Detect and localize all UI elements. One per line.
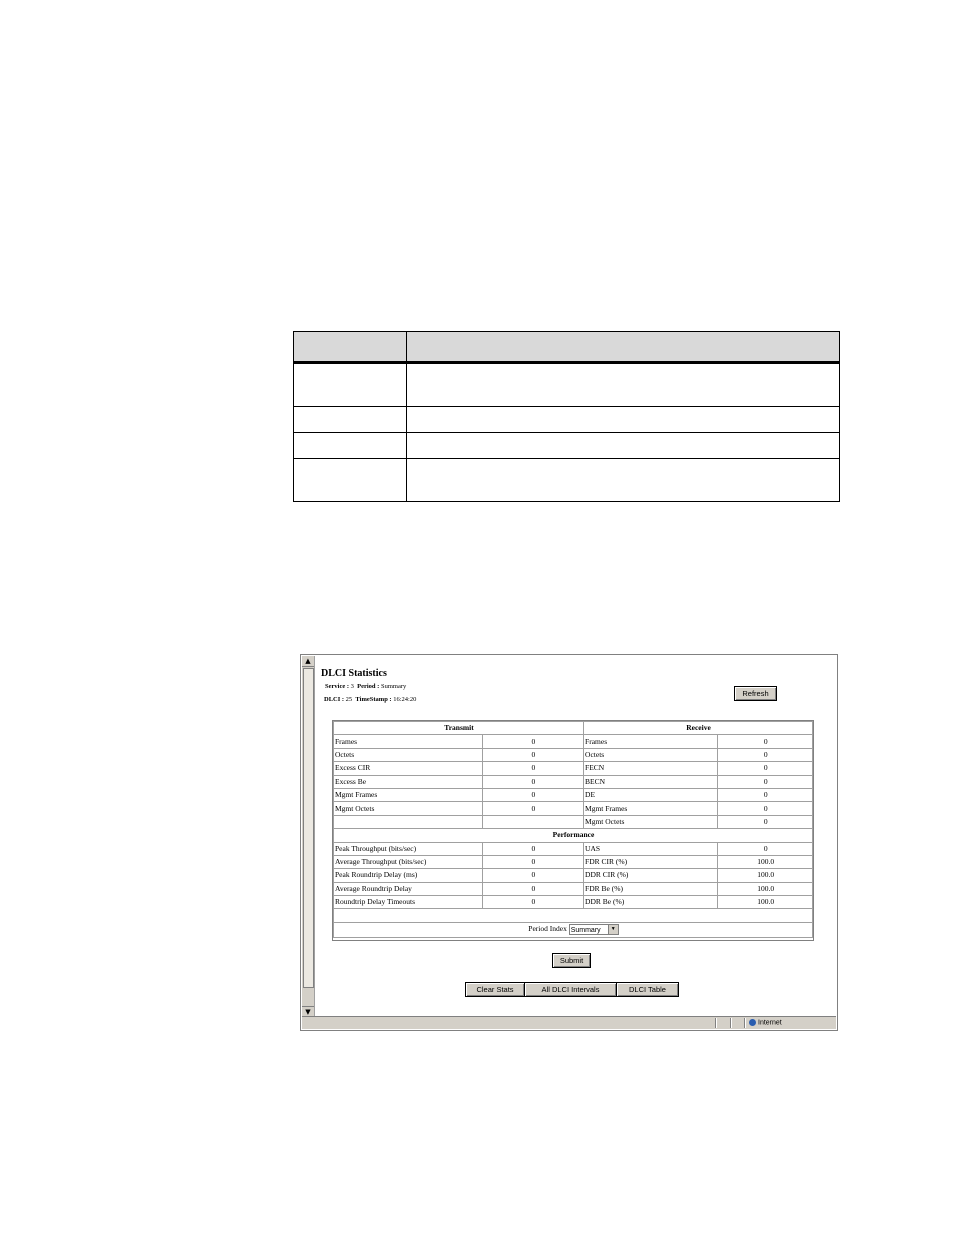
perf-label: Peak Throughput (bits/sec) [334, 842, 483, 855]
perf-value: 0 [482, 855, 583, 868]
perf-value: 0 [718, 842, 813, 855]
table-cell [294, 433, 407, 459]
status-separator [744, 1018, 746, 1028]
table-cell [407, 407, 840, 433]
dlci-table-button[interactable]: DLCI Table [616, 982, 679, 997]
tx-label: Excess Be [334, 775, 483, 788]
dlci-timestamp-line [324, 696, 416, 703]
table-row [334, 788, 813, 801]
rx-label: Frames [584, 735, 718, 748]
rx-label: Octets [584, 748, 718, 761]
perf-value: 100.0 [718, 869, 813, 882]
period-index-label: Period Index [528, 924, 567, 934]
stats-table [332, 720, 814, 941]
zone-label: Internet [758, 1019, 782, 1027]
table-row [334, 735, 813, 748]
table-cell [294, 407, 407, 433]
rx-value: 0 [718, 735, 813, 748]
table-row [334, 775, 813, 788]
performance-header: Performance [334, 829, 813, 842]
table-cell [407, 363, 840, 407]
table-cell [407, 459, 840, 502]
tx-label: Mgmt Frames [334, 788, 483, 801]
vertical-scrollbar[interactable] [302, 656, 315, 1017]
timestamp-label: TimeStamp : [355, 696, 392, 703]
rx-label: Mgmt Frames [584, 802, 718, 815]
period-index-select[interactable] [569, 924, 619, 935]
perf-label: Roundtrip Delay Timeouts [334, 896, 483, 909]
table-header-cell [407, 332, 840, 363]
rx-value: 0 [718, 815, 813, 828]
rx-value: 0 [718, 775, 813, 788]
globe-icon [749, 1019, 756, 1026]
timestamp-value: 16:24:20 [393, 696, 417, 703]
all-dlci-intervals-button[interactable]: All DLCI Intervals [524, 982, 617, 997]
status-separator [730, 1018, 732, 1028]
tx-label: Frames [334, 735, 483, 748]
spacer-row [334, 909, 813, 922]
dlci-value: 25 [345, 696, 353, 703]
rx-label: DE [584, 788, 718, 801]
perf-value: 0 [482, 842, 583, 855]
table-header-cell [294, 332, 407, 363]
tx-value: 0 [482, 735, 583, 748]
tx-label: Mgmt Octets [334, 802, 483, 815]
tx-value: 0 [482, 748, 583, 761]
tx-value: 0 [482, 775, 583, 788]
tx-value: 0 [482, 788, 583, 801]
scroll-down-icon[interactable]: ▼ [302, 1006, 314, 1017]
table-cell [294, 363, 407, 407]
rx-value: 0 [718, 748, 813, 761]
table-cell [407, 433, 840, 459]
perf-label: FDR CIR (%) [584, 855, 718, 868]
status-separator [715, 1018, 717, 1028]
table-row [334, 748, 813, 761]
table-row [334, 802, 813, 815]
service-value: 3 [350, 683, 354, 690]
service-label: Service : [325, 683, 350, 690]
table-row [334, 762, 813, 775]
page-content [315, 655, 835, 1017]
tx-label: Excess CIR [334, 762, 483, 775]
refresh-button[interactable]: Refresh [734, 686, 777, 701]
perf-value: 0 [482, 882, 583, 895]
period-index-value: Summary [570, 927, 601, 935]
perf-label: DDR CIR (%) [584, 869, 718, 882]
table-row [334, 869, 813, 882]
clear-stats-button[interactable]: Clear Stats [465, 982, 525, 997]
rx-label: Mgmt Octets [584, 815, 718, 828]
table-row [334, 815, 813, 828]
perf-value: 100.0 [718, 882, 813, 895]
period-value: Summary [380, 683, 407, 690]
tx-label [334, 815, 483, 828]
rx-value: 0 [718, 762, 813, 775]
tx-label: Octets [334, 748, 483, 761]
zone-indicator [749, 1019, 782, 1026]
tx-value [482, 815, 583, 828]
rx-label: FECN [584, 762, 718, 775]
table-row [334, 855, 813, 868]
table-row [334, 896, 813, 909]
table-row [334, 842, 813, 855]
period-label: Period : [357, 683, 380, 690]
perf-label: DDR Be (%) [584, 896, 718, 909]
table-cell [294, 459, 407, 502]
perf-value: 100.0 [718, 896, 813, 909]
receive-header: Receive [584, 722, 813, 735]
browser-window [300, 654, 838, 1031]
scroll-up-icon[interactable]: ▲ [302, 656, 314, 667]
perf-label: Average Throughput (bits/sec) [334, 855, 483, 868]
service-period-line [325, 683, 406, 690]
perf-value: 0 [482, 896, 583, 909]
scroll-thumb[interactable] [303, 668, 314, 988]
status-bar [302, 1016, 836, 1029]
tx-value: 0 [482, 802, 583, 815]
perf-label: FDR Be (%) [584, 882, 718, 895]
perf-label: UAS [584, 842, 718, 855]
rx-value: 0 [718, 802, 813, 815]
rx-value: 0 [718, 788, 813, 801]
perf-value: 0 [482, 869, 583, 882]
perf-label: Average Roundtrip Delay [334, 882, 483, 895]
transmit-header: Transmit [334, 722, 584, 735]
perf-value: 100.0 [718, 855, 813, 868]
table-row [334, 882, 813, 895]
period-index-row [334, 922, 813, 937]
submit-button[interactable]: Submit [552, 953, 591, 968]
chevron-down-icon[interactable]: ▼ [608, 925, 618, 934]
page-title: DLCI Statistics [321, 668, 387, 679]
tx-value: 0 [482, 762, 583, 775]
dlci-label: DLCI : [324, 696, 345, 703]
document-table [293, 331, 840, 502]
perf-label: Peak Roundtrip Delay (ms) [334, 869, 483, 882]
rx-label: BECN [584, 775, 718, 788]
action-button-bar [465, 979, 678, 994]
